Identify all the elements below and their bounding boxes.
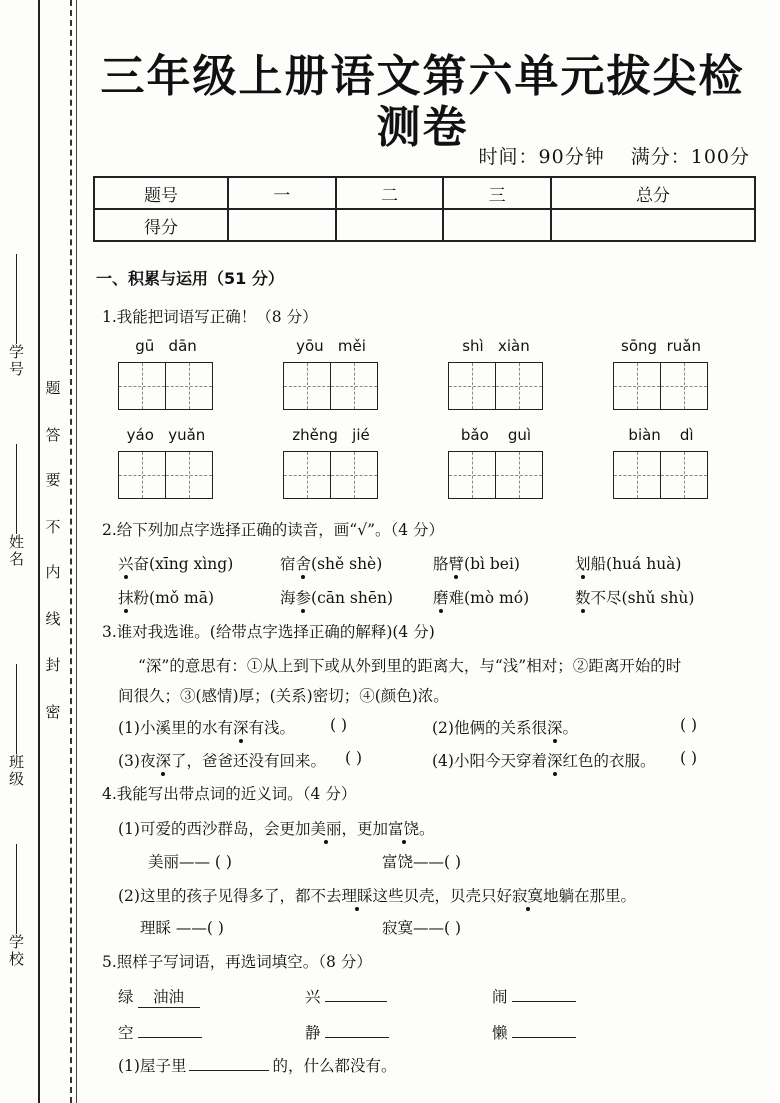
class-label: 班级 xyxy=(7,754,25,788)
fill-blank[interactable] xyxy=(512,1021,576,1038)
sentence-text: 有浅。 xyxy=(248,719,295,737)
dotted-word: 富饶 xyxy=(388,817,419,839)
writing-boxes[interactable] xyxy=(613,362,708,410)
score-header-cell: 一 xyxy=(228,177,336,209)
choice-sentence xyxy=(432,716,578,738)
score-input-cell[interactable] xyxy=(336,209,444,241)
question-4-title: 4.我能写出带点词的近义词。（4 分） xyxy=(102,785,357,803)
dotted-char: 磨 xyxy=(433,586,449,608)
sentence-text: (4)小阳今天穿着 xyxy=(432,752,547,770)
score-table xyxy=(93,176,756,242)
score-table-header xyxy=(94,177,755,209)
reading-item[interactable] xyxy=(575,586,694,608)
example-fill: 油油 xyxy=(138,985,200,1008)
pinyin-options: (shě shè) xyxy=(311,555,383,573)
reading-item[interactable] xyxy=(433,552,520,574)
pinyin-label: zhěng jié xyxy=(292,426,370,444)
sentence-text: (1)小溪里的水有 xyxy=(118,719,233,737)
sentence-2 xyxy=(118,884,636,906)
question-3-title: 3.谁对我选谁。(给带点字选择正确的解释)(4 分) xyxy=(102,623,435,641)
student-no-field[interactable] xyxy=(8,250,23,378)
writing-boxes[interactable] xyxy=(613,451,708,499)
dotted-char: 深 xyxy=(155,749,171,771)
score-input-cell[interactable] xyxy=(228,209,336,241)
word-rest: 不尽 xyxy=(590,589,622,607)
dotted-char: 数 xyxy=(575,586,591,608)
question-2-title: 2.给下列加点字选择正确的读音，画“√”。（4 分） xyxy=(102,521,445,539)
score-header-cell: 题号 xyxy=(94,177,228,209)
dotted-char: 抹 xyxy=(118,586,134,608)
page-title: 三年级上册语文第六单元拔尖检测卷 xyxy=(100,51,745,153)
score-row-label: 得分 xyxy=(94,209,228,241)
word-rest: 船 xyxy=(590,555,607,573)
writing-boxes[interactable] xyxy=(283,451,378,499)
synonym-answer[interactable]: 理睬 ——( ) xyxy=(140,919,224,937)
dotted-char: 深 xyxy=(547,716,563,738)
sentence-text: 红色的衣服。 xyxy=(562,752,656,770)
sentence-text: 的，什么都没有。 xyxy=(272,1057,397,1075)
dotted-word: 美丽 xyxy=(310,817,341,839)
writing-boxes[interactable] xyxy=(118,362,213,410)
score-table-row xyxy=(94,209,755,241)
dotted-char: 参 xyxy=(296,586,312,608)
pinyin-options: (mǒ mā) xyxy=(149,589,215,607)
fill-blank[interactable] xyxy=(325,985,387,1002)
question-5-title: 5.照样子写词语，再选词填空。（8 分） xyxy=(102,953,372,971)
binding-line xyxy=(38,0,40,1103)
reading-item[interactable] xyxy=(280,586,393,608)
pinyin-label: yōu měi xyxy=(296,337,366,355)
reading-item[interactable] xyxy=(433,586,529,608)
sentence-text: (3)夜 xyxy=(118,752,156,770)
sentence-text: 这些贝壳，贝壳只好 xyxy=(372,887,512,905)
pinyin-options: (huá huà) xyxy=(606,555,682,573)
score-input-cell[interactable] xyxy=(443,209,551,241)
word-char: 静 xyxy=(305,1024,321,1042)
word-char: 绿 xyxy=(118,988,134,1006)
pinyin-label: biàn dì xyxy=(628,426,694,444)
class-field[interactable] xyxy=(8,660,23,788)
sentence-text: 了，爸爸还没有回来。 xyxy=(170,752,326,770)
fill-word[interactable] xyxy=(305,1021,389,1043)
sentence-1 xyxy=(118,817,435,839)
seal-char: 线 xyxy=(45,610,61,628)
exam-time: 时间：90分钟 xyxy=(478,146,605,168)
word-rest: 奋 xyxy=(133,555,150,573)
school-label: 学校 xyxy=(7,934,25,968)
answer-paren[interactable]: ( ) xyxy=(345,749,363,767)
score-header-cell: 三 xyxy=(443,177,551,209)
word-rest: 粉 xyxy=(133,589,150,607)
dotted-char: 兴 xyxy=(118,552,134,574)
score-header-cell: 二 xyxy=(336,177,444,209)
answer-paren[interactable]: ( ) xyxy=(330,716,348,734)
school-field[interactable] xyxy=(8,840,23,968)
pinyin-label: bǎo guì xyxy=(460,426,532,444)
writing-boxes[interactable] xyxy=(118,451,213,499)
dotted-char: 深 xyxy=(547,749,563,771)
word-rest: 胳 xyxy=(433,555,449,573)
fill-blank[interactable] xyxy=(138,1021,202,1038)
answer-paren[interactable]: ( ) xyxy=(680,716,698,734)
seal-char: 题 xyxy=(45,379,61,397)
student-no-label: 学号 xyxy=(7,344,25,378)
reading-item[interactable] xyxy=(118,552,233,574)
fill-sentence xyxy=(118,1054,396,1076)
sentence-text: 地躺在那里。 xyxy=(543,887,637,905)
name-field[interactable] xyxy=(8,440,23,568)
pinyin-options: (mò mó) xyxy=(464,589,530,607)
section-heading: 一、积累与运用（51 分） xyxy=(96,269,284,288)
seal-char: 答 xyxy=(45,426,61,444)
seal-char: 不 xyxy=(45,518,61,536)
sentence-text: (2)他俩的关系很 xyxy=(432,719,547,737)
example-word xyxy=(118,985,200,1008)
dotted-char: 舍 xyxy=(296,552,312,574)
sentence-text: (1)屋子里 xyxy=(118,1057,187,1075)
seal-char: 内 xyxy=(45,563,61,581)
score-header-cell: 总分 xyxy=(551,177,755,209)
pinyin-label: yáo yuǎn xyxy=(126,426,206,444)
sentence-text: (1)可爱的西沙群岛，会更加 xyxy=(118,820,311,838)
reading-item[interactable] xyxy=(118,586,214,608)
full-score: 满分：100分 xyxy=(630,146,750,168)
dotted-word: 寂寞 xyxy=(512,884,543,906)
fill-blank[interactable] xyxy=(189,1054,269,1071)
word-char: 空 xyxy=(118,1024,134,1042)
sentence-text: 。 xyxy=(419,820,435,838)
synonym-answer[interactable]: 富饶——( ) xyxy=(382,853,462,871)
definition-text: 间很久；③(感情)厚；(关系)密切；④(颜色)浓。 xyxy=(118,687,449,705)
word-char: 懒 xyxy=(492,1024,508,1042)
margin-line xyxy=(76,0,77,1103)
pinyin-options: (bì bei) xyxy=(464,555,520,573)
exam-info xyxy=(453,142,750,169)
seal-char: 封 xyxy=(45,656,61,674)
dotted-char: 划 xyxy=(575,552,591,574)
dotted-char: 臂 xyxy=(449,552,465,574)
pinyin-options: (xīng xìng) xyxy=(149,555,234,573)
seal-char: 要 xyxy=(45,471,61,489)
name-label: 姓名 xyxy=(7,534,25,568)
word-char: 兴 xyxy=(305,988,321,1006)
sentence-text: 。 xyxy=(562,719,578,737)
word-rest: 宿 xyxy=(280,555,296,573)
synonym-answer[interactable]: 寂寞——( ) xyxy=(382,919,462,937)
fill-blank[interactable] xyxy=(512,985,576,1002)
fill-word[interactable] xyxy=(118,1021,202,1043)
seal-dashed-line xyxy=(70,0,72,1103)
answer-paren[interactable]: ( ) xyxy=(680,749,698,767)
choice-sentence xyxy=(432,749,656,771)
definition-text: “深”的意思有：①从上到下或从外到里的距离大，与“浅”相对；②距离开始的时 xyxy=(138,657,682,675)
synonym-answer[interactable]: 美丽—— ( ) xyxy=(148,853,232,871)
word-rest: 海 xyxy=(280,589,296,607)
score-input-cell[interactable] xyxy=(551,209,755,241)
sentence-text: ，更加 xyxy=(341,820,388,838)
fill-blank[interactable] xyxy=(325,1021,389,1038)
pinyin-options: (shǔ shù) xyxy=(621,589,695,607)
pinyin-label: shì xiàn xyxy=(462,337,530,355)
choice-sentence xyxy=(118,716,295,738)
writing-boxes[interactable] xyxy=(448,362,543,410)
dotted-word: 理睬 xyxy=(341,884,372,906)
dotted-char: 深 xyxy=(233,716,249,738)
reading-item[interactable] xyxy=(280,552,382,574)
writing-boxes[interactable] xyxy=(448,451,543,499)
sentence-text: (2)这里的孩子见得多了，都不去 xyxy=(118,887,342,905)
seal-char: 密 xyxy=(45,703,61,721)
reading-item[interactable] xyxy=(575,552,681,574)
writing-boxes[interactable] xyxy=(283,362,378,410)
pinyin-options: (cān shēn) xyxy=(311,589,394,607)
word-char: 闹 xyxy=(492,988,508,1006)
fill-word[interactable] xyxy=(492,985,576,1007)
question-1-title: 1.我能把词语写正确！（8 分） xyxy=(102,308,318,326)
fill-word[interactable] xyxy=(492,1021,576,1043)
choice-sentence xyxy=(118,749,326,771)
word-rest: 难 xyxy=(448,589,465,607)
pinyin-label: sōng ruǎn xyxy=(621,337,701,355)
fill-word[interactable] xyxy=(305,985,387,1007)
pinyin-label: gū dān xyxy=(135,337,197,355)
